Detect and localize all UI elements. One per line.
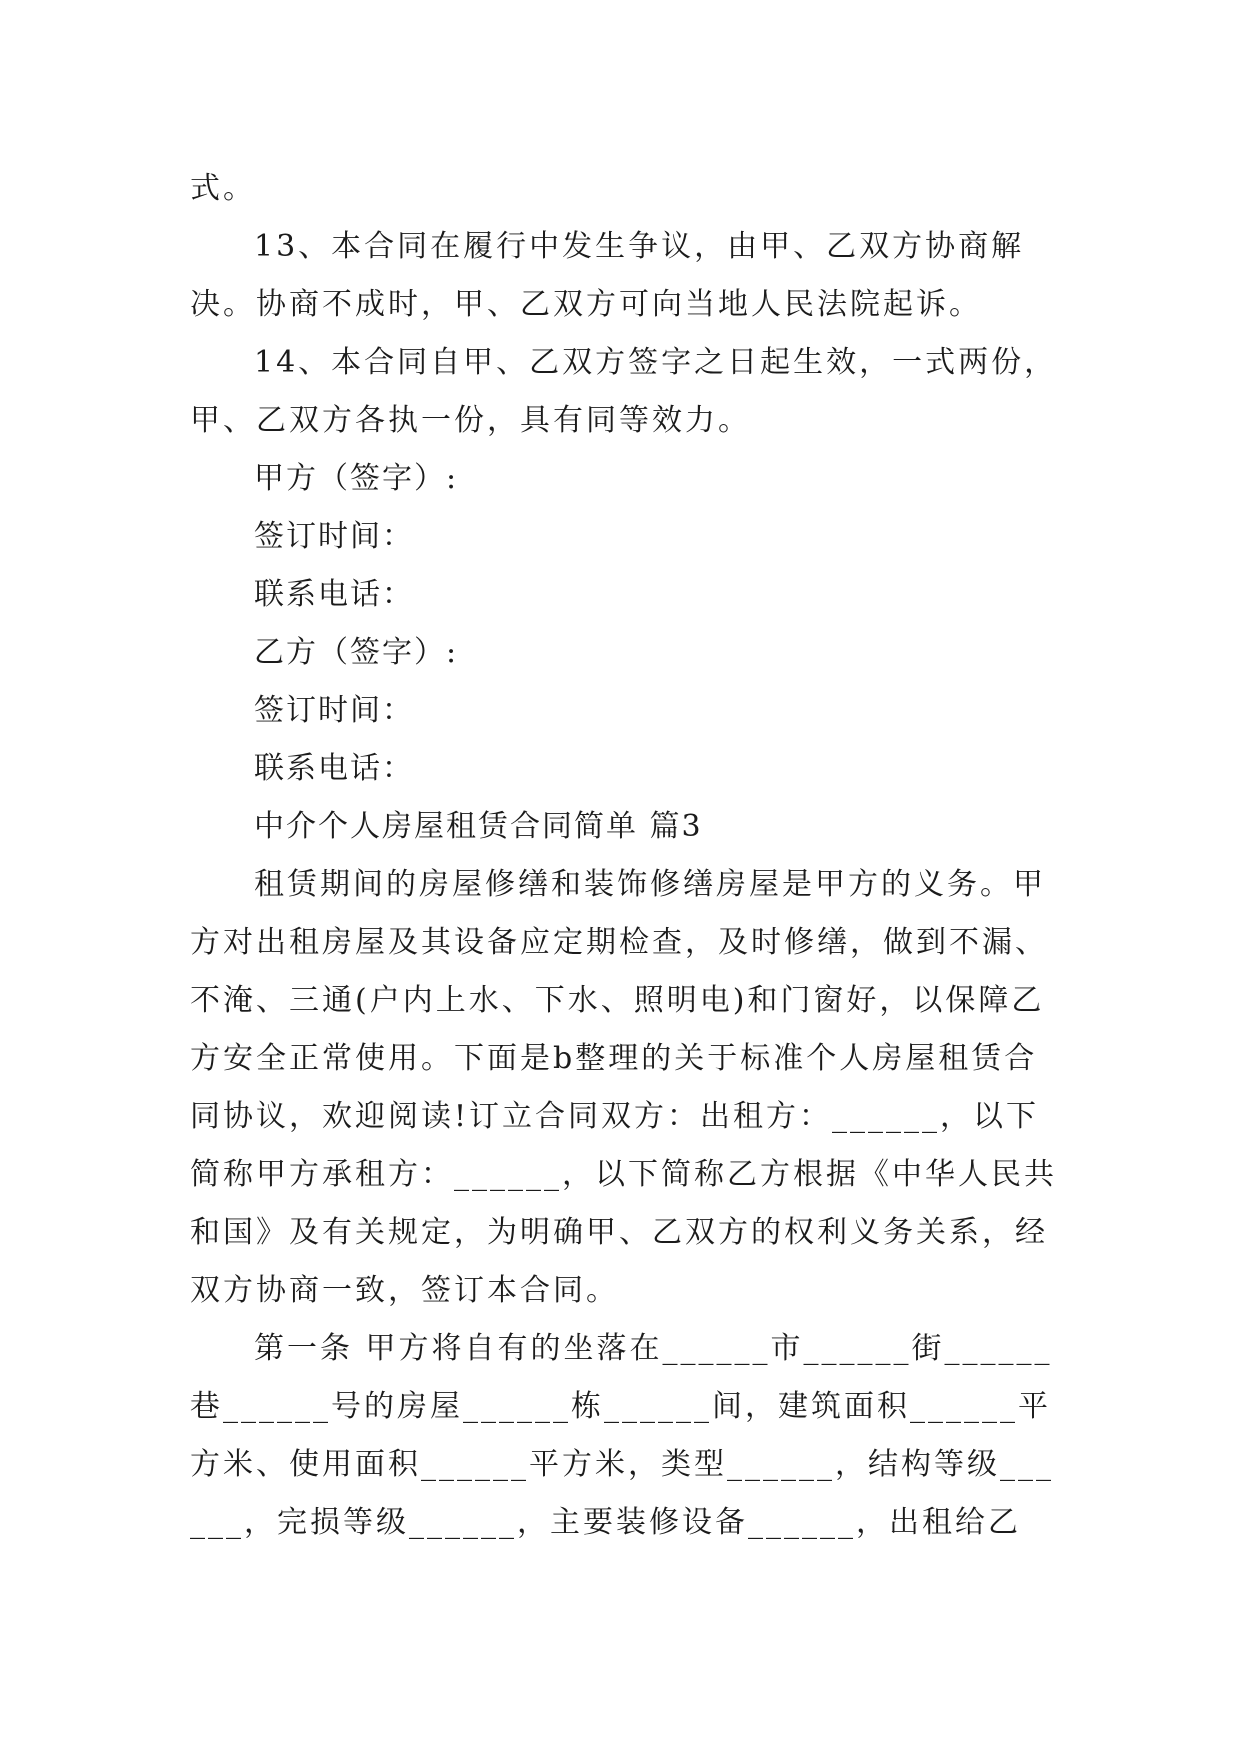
party-a-date-line: 签订时间： [254,519,414,554]
document-body [190,160,1060,1552]
party-b-signature-line: 乙方（签字）: [254,635,459,670]
party-a-signature-line: 甲方（签字）: [254,461,459,496]
intro-paragraph: 租赁期间的房屋修缮和装饰修缮房屋是甲方的义务。甲方对出租房屋及其设备应定期检查，及时修缮，做到不漏、不淹、三通(户内上水、下水、照明电)和门窗好，以保障乙方安全正常使用。下面是b整理的关于标准个人房屋租赁合同协议，欢迎阅读!订立合同双方：出租方：______，以下简称甲方承租方：______，以下简称乙方根据《中华人民共和国》及有关规定，为明确甲、乙双方的权利义务关系，经双方协商一致，签订本合同。 [190,867,1057,1308]
article-1: 第一条 甲方将自有的坐落在______市______街______巷______号的房屋______栋______间，建筑面积______平方米、使用面积______平方米，类型______，结构等级______，完损等级______，主要装修设备______，出租给乙 [190,1331,1054,1540]
continuation-text: 式。 [190,171,256,206]
clause-13: 13、本合同在履行中发生争议，由甲、乙双方协商解决。协商不成时，甲、乙双方可向当地人民法院起诉。 [190,229,1025,322]
clause-14: 14、本合同自甲、乙双方签字之日起生效，一式两份，甲、乙双方各执一份，具有同等效力。 [190,345,1058,438]
party-a-phone-line: 联系电话： [254,577,414,612]
party-b-date-line: 签订时间： [254,693,414,728]
party-b-phone-line: 联系电话： [254,751,414,786]
section-title: 中介个人房屋租赁合同简单 篇3 [254,809,703,844]
